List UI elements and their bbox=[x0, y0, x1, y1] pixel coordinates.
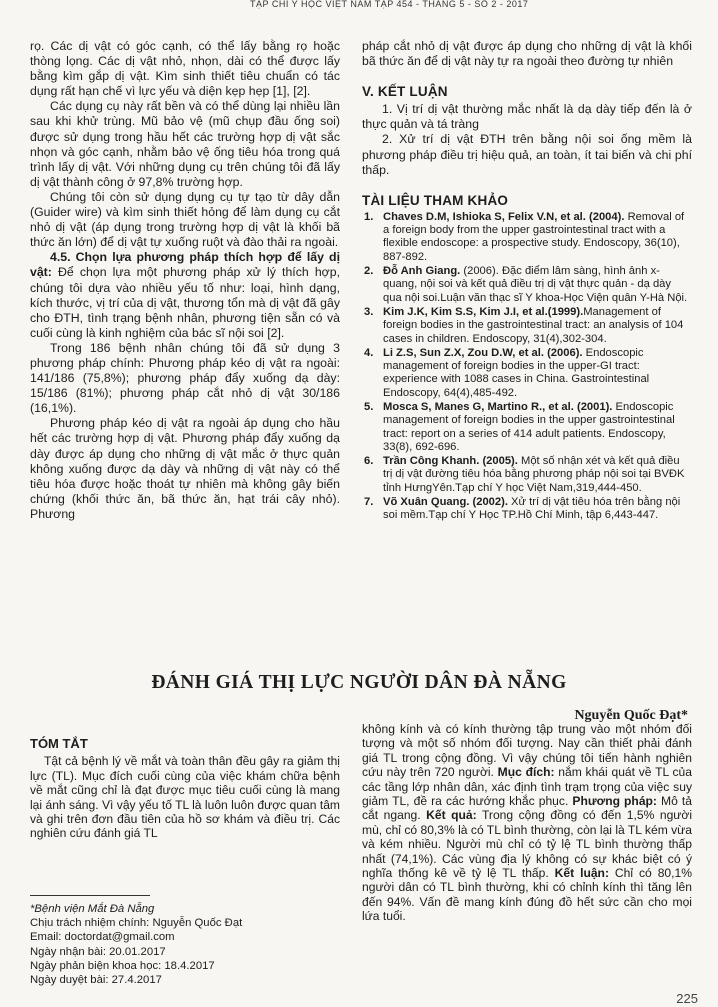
conclusion-text: Chỉ có 80,1% người dân có TL bình thường, khi có chỉnh kính thì tăng lên đến 94%. Vấn đề mang kính đúng đồ hết sức cần cho mọi lứa tuổi. bbox=[362, 866, 692, 924]
reference-text: (2006). Đặc điểm lâm sàng, hình ảnh x-quang, nội soi và kết quả điều trị dị vật thực quản - dạ dày qua nội soi.Luận văn thạc sĩ Y khoa-Học Viện quân Y-Hà Nội. bbox=[383, 265, 688, 304]
reference-text: Endoscopic management of foreign bodies in the upper-GI tract: experience with 1088 cases in China. Gastrointestinal Endoscopy, 64(4),485-492. bbox=[383, 346, 650, 399]
paragraph bbox=[30, 250, 340, 341]
conclusion-item: 1. Vị trí dị vật thường mắc nhất là dạ dày tiếp đến là ở thực quản và tá tràng bbox=[362, 102, 692, 132]
date-reviewed: Ngày phản biện khoa học: 18.4.2017 bbox=[30, 959, 215, 972]
summary-paragraph: Tật cả bệnh lý về mắt và toàn thân đều gây ra giảm thị lực (TL). Mục đích cuối cùng của việc khám chữa bệnh về mắt cũng chỉ là đạt được mục tiêu cuối cùng là mang lại ánh sáng. Vì vậy yếu tố TL là luôn luôn được quan tâm và ghi trên đơn đầu tiên của hồ sơ khám và điều trị. Các nghiên cứu đánh giá TL bbox=[30, 754, 340, 841]
subsection-heading: 4.5. Chọn lựa phương pháp thích hợp để lấy dị vật: bbox=[30, 250, 340, 280]
reference-text: Endoscopic management of foreign bodies in the upper gastrointestinal tract: report on a series of 414 adult patients. Endoscopy, 33(8), 692-696. bbox=[383, 401, 675, 453]
paragraph: Trong 186 bệnh nhân chúng tôi đã sử dụng 3 phương pháp chính: Phương pháp kéo dị vật ra ngoài: 141/186 (75,8%); phương pháp đẩy xuống dạ dày: 15/186 (81%); phương pháp cắt nhỏ dị vật 30/186 (16,1%). bbox=[30, 340, 340, 416]
reference-authors: Kim J.K, Kim S.S, Kim J.I, et al.(1999). bbox=[383, 305, 584, 318]
paragraph-text: Để chọn lựa một phương pháp xử lý thích hợp, chúng tôi dựa vào nhiều yếu tố như: loại, hình dạng, kích thước, vị trí của dị vật, thương tổn mà dị vật đã gây cho ĐTH, tình trạng bệnh nhân, phương tiện sẵn có và cuối cùng là kinh nghiệm của bác sĩ nội soi [2]. bbox=[30, 265, 340, 340]
summary-text: không kính và có kính thường tập trung vào một nhóm đối tượng và một số nhóm đối tượng. Nay cần thiết phải đánh giá TL trong cộng đồng. Vì vậy chúng tôi tiến hành nghiên cứu này trên 720 người. bbox=[362, 722, 692, 780]
reference-number: 1. bbox=[364, 210, 374, 223]
reference-text: Management of foreign bodies in the gastrointestinal tract: an analysis of 104 cases in children. Endoscopy, 31(4),302-304. bbox=[383, 305, 684, 345]
footnote-divider bbox=[30, 895, 150, 896]
conclusion-label: Kết luận: bbox=[554, 866, 609, 881]
paragraph: Các dụng cụ này rất bền và có thể dùng lại nhiều lần sau khi khử trùng. Mũ bảo vệ (mũ chụp đầu ống soi) được sử dụng trong hầu hết các trường hợp dị vật sắc nhọn và góc cạnh, nhằm bảo vệ ống tiêu hóa trong quá trình lấy dị vật. Với những dụng cụ trên chúng tôi đã lấy dị vật thành công ở 97,8% trường hợp. bbox=[30, 99, 340, 189]
summary-paragraph bbox=[362, 722, 692, 924]
reference-number: 6. bbox=[364, 455, 374, 468]
page-number: 225 bbox=[676, 991, 698, 1006]
result-label: Kết quả: bbox=[426, 808, 477, 823]
reference-item bbox=[362, 347, 692, 400]
reference-authors: Đỗ Anh Giang. bbox=[383, 265, 461, 278]
date-approved: Ngày duyệt bài: 27.4.2017 bbox=[30, 974, 162, 987]
reference-authors: Trần Công Khanh. (2005). bbox=[383, 455, 518, 468]
journal-header: TẠP CHÍ Y HỌC VIỆT NAM TẬP 454 - THÁNG 5 - SỐ 2 - 2017 bbox=[250, 0, 529, 9]
reference-number: 4. bbox=[364, 346, 374, 359]
reference-number: 3. bbox=[364, 305, 374, 318]
reference-text: Removal of a foreign body from the upper gastrointestinal tract with a flexible endoscope: a prospective study. Endoscopy, 36(10), 887-892. bbox=[383, 210, 685, 263]
reference-number: 2. bbox=[364, 265, 374, 278]
reference-item bbox=[362, 211, 692, 264]
result-text: Trong cộng đồng có đến 1,5% người mù, chỉ có 80,3% là có TL bình thường, còn lại là TL kém vừa và kém nhiều. Người mù chỉ có tỷ lệ TL bình thường thấp nhất (74,1%). Các vùng địa lý không có sự khác biệt có ý nghĩa thống kê về tỷ lệ TL thấp. bbox=[362, 808, 693, 881]
reference-authors: Võ Xuân Quang. (2002). bbox=[383, 496, 508, 509]
aim-label: Mục đích: bbox=[497, 765, 555, 780]
method-label: Phương pháp: bbox=[572, 794, 657, 809]
summary-heading: TÓM TẮT bbox=[30, 736, 88, 751]
date-received: Ngày nhận bài: 20.01.2017 bbox=[30, 945, 166, 958]
reference-authors: Li Z.S, Sun Z.X, Zou D.W, et al. (2006). bbox=[383, 346, 583, 359]
article-author: Nguyễn Quốc Đạt* bbox=[574, 708, 688, 723]
reference-item bbox=[362, 496, 692, 523]
reference-text: Xử trí dị vật tiêu hóa trên bằng nội soi mềm.Tạp chí Y Học TP.Hồ Chí Minh, tập 6,443-447. bbox=[383, 496, 681, 522]
article-title: ĐÁNH GIÁ THỊ LỰC NGƯỜI DÂN ĐÀ NẴNG bbox=[151, 672, 567, 693]
reference-number: 7. bbox=[364, 496, 374, 509]
reference-authors: Mosca S, Manes G, Martino R., et al. (2001). bbox=[383, 401, 613, 413]
reference-list bbox=[362, 211, 692, 523]
references-heading: TÀI LIỆU THAM KHẢO bbox=[362, 192, 509, 208]
aim-text: nắm khái quát về TL của các tầng lớp nhân dân, xác định tình trạm trọng của việc suy giảm TL, đề ra các hướng khắc phục. bbox=[362, 765, 692, 809]
left-column bbox=[30, 39, 340, 522]
conclusion-item: 2. Xử trí dị vật ĐTH trên bằng nội soi ống mềm là phương pháp điều trị hiệu quả, an toàn, ít tai biến và chi phí thấp. bbox=[362, 132, 692, 177]
paragraph: Phương pháp kéo dị vật ra ngoài áp dụng cho hầu hết các trường hợp dị vật. Phương pháp đẩy xuống dạ dày được áp dụng cho những dị vật mắc ở thực quản không xuống được dạ dày và những dị vật này có thể tiêu hóa được hoặc thoát tự nhiên mà không gây biến chứng (khối thức ăn, bã thức ăn, hạt trái cây nhỏ). Phương bbox=[30, 416, 340, 521]
reference-authors: Chaves D.M, Ishioka S, Felix V.N, et al. (2004). bbox=[383, 210, 625, 223]
reference-item bbox=[362, 401, 692, 454]
reference-item bbox=[362, 455, 692, 495]
footnote bbox=[30, 902, 340, 987]
reference-number: 5. bbox=[364, 401, 374, 413]
right-column bbox=[362, 39, 692, 524]
paragraph: pháp cắt nhỏ dị vật được áp dụng cho những dị vật là khối bã thức ăn để dị vật này tự ra ngoài theo đường tự nhiên bbox=[362, 39, 692, 69]
email: Email: doctordat@gmail.com bbox=[30, 931, 175, 944]
reference-text: Một số nhận xét và kết quả điều trị dị vật đường tiêu hóa bằng phương pháp nội soi tại BVĐK tỉnh HưngYên.Tạp chí Y học Việt Nam,319,444-450. bbox=[383, 455, 685, 494]
method-text: Mô tả cắt ngang. bbox=[362, 794, 692, 823]
reference-item bbox=[362, 265, 692, 305]
responsible-author: Chịu trách nhiệm chính: Nguyễn Quốc Đạt bbox=[30, 917, 243, 930]
abstract-left bbox=[30, 737, 340, 841]
paragraph: rọ. Các dị vật có góc cạnh, có thể lấy bằng rọ hoặc thòng lọng. Các dị vật nhỏ, nhọn, dài có thể được lấy bằng kìm gắp dị vật. Kìm sinh thiết tiêu chuẩn có tác dụng rất hạn chế vì lực yếu và diện kẹp hẹp [1], [2]. bbox=[30, 39, 340, 99]
paragraph: Chúng tôi còn sử dụng dụng cụ tự tạo từ dây dẫn (Guider wire) và kìm sinh thiết hỏng để làm dụng cụ cắt nhỏ dị vật (áp dụng trong trường hợp dị vật là khối bã thức ăn lớn) để dị vật tự xuống ruột và đào thải ra ngoài. bbox=[30, 189, 340, 250]
reference-item bbox=[362, 306, 692, 346]
abstract-right bbox=[362, 722, 692, 924]
affiliation: *Bệnh viện Mắt Đà Nẵng bbox=[30, 903, 155, 915]
conclusion-heading: V. KẾT LUẬN bbox=[362, 84, 448, 100]
